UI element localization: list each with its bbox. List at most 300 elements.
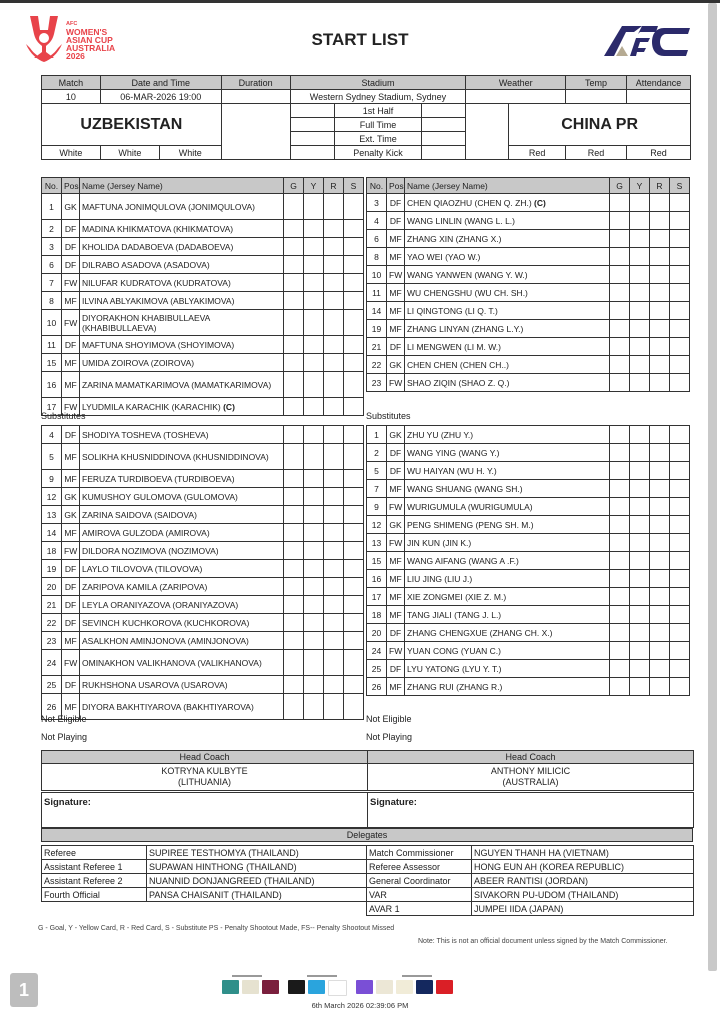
goal-cell[interactable]	[610, 516, 630, 534]
qatar-airways-logo	[262, 980, 279, 994]
red-card-cell[interactable]	[324, 488, 344, 506]
col-position-header: Pos	[62, 178, 80, 194]
substitution-cell[interactable]	[344, 444, 364, 470]
goal-cell[interactable]	[610, 426, 630, 444]
player-name: WURIGUMULA (WURIGUMULA)	[407, 501, 533, 512]
substitution-cell[interactable]	[344, 354, 364, 372]
player-name-cell	[80, 614, 284, 632]
yellow-card-cell[interactable]	[304, 596, 324, 614]
substitution-cell[interactable]	[670, 588, 690, 606]
goal-cell[interactable]	[284, 542, 304, 560]
delegate-row	[367, 846, 694, 860]
yellow-card-cell[interactable]	[630, 444, 650, 462]
substitution-cell[interactable]	[670, 534, 690, 552]
goal-cell[interactable]	[284, 274, 304, 292]
substitution-cell[interactable]	[670, 212, 690, 230]
yellow-card-cell[interactable]	[630, 302, 650, 320]
substitution-cell[interactable]	[344, 470, 364, 488]
player-name: ZHANG CHENGXUE (ZHANG CH. X.)	[407, 627, 553, 638]
yellow-card-cell[interactable]	[630, 338, 650, 356]
player-row	[367, 498, 690, 516]
red-card-cell[interactable]	[324, 650, 344, 676]
goal-cell[interactable]	[610, 588, 630, 606]
player-name: WANG LINLIN (WANG L. L.)	[407, 215, 515, 226]
red-card-cell[interactable]	[650, 516, 670, 534]
player-name: WU CHENGSHU (WU CH. SH.)	[407, 287, 528, 298]
red-card-cell[interactable]	[324, 292, 344, 310]
red-card-cell[interactable]	[650, 462, 670, 480]
goal-cell[interactable]	[284, 560, 304, 578]
player-number: 6	[367, 230, 387, 248]
red-card-cell[interactable]	[324, 542, 344, 560]
home-starters-table	[41, 177, 364, 416]
goal-cell[interactable]	[610, 444, 630, 462]
home-kit-socks: White	[159, 146, 221, 160]
substitution-cell[interactable]	[344, 274, 364, 292]
substitution-cell[interactable]	[670, 426, 690, 444]
red-card-cell[interactable]	[650, 302, 670, 320]
red-card-cell[interactable]	[650, 498, 670, 516]
substitution-cell[interactable]	[670, 516, 690, 534]
player-row	[367, 462, 690, 480]
goal-cell[interactable]	[284, 426, 304, 444]
goal-cell[interactable]	[284, 506, 304, 524]
substitution-cell[interactable]	[344, 560, 364, 578]
red-card-cell[interactable]	[324, 354, 344, 372]
yellow-card-cell[interactable]	[630, 570, 650, 588]
yellow-card-cell[interactable]	[630, 462, 650, 480]
player-name: SHAO ZIQIN (SHAO Z. Q.)	[407, 377, 510, 388]
yellow-card-cell[interactable]	[304, 488, 324, 506]
player-number: 19	[42, 560, 62, 578]
sponsor-7-logo	[356, 980, 373, 994]
player-number: 23	[367, 374, 387, 392]
player-number: 3	[367, 194, 387, 212]
yellow-card-cell[interactable]	[304, 560, 324, 578]
player-position: MF	[62, 694, 80, 720]
goal-cell[interactable]	[610, 660, 630, 678]
away-coach-name: ANTHONY MILICIC	[490, 766, 571, 776]
red-card-cell[interactable]	[324, 444, 344, 470]
player-number: 6	[42, 256, 62, 274]
red-card-cell[interactable]	[324, 560, 344, 578]
substitution-cell[interactable]	[670, 374, 690, 392]
substitution-cell[interactable]	[670, 624, 690, 642]
substitution-cell[interactable]	[344, 310, 364, 336]
red-card-cell[interactable]	[324, 336, 344, 354]
red-card-cell[interactable]	[650, 624, 670, 642]
player-position: GK	[387, 426, 405, 444]
red-card-cell[interactable]	[324, 398, 344, 416]
goal-cell[interactable]	[610, 480, 630, 498]
yellow-card-cell[interactable]	[630, 194, 650, 212]
red-card-cell[interactable]	[650, 588, 670, 606]
player-name: KUMUSHOY GULOMOVA (GULOMOVA)	[82, 491, 238, 502]
player-number: 1	[367, 426, 387, 444]
player-row	[367, 606, 690, 624]
substitution-cell[interactable]	[344, 632, 364, 650]
away-substitutes-label: Substitutes	[366, 411, 411, 421]
match-attendance	[626, 90, 690, 104]
player-name-cell	[80, 444, 284, 470]
red-card-cell[interactable]	[324, 632, 344, 650]
goal-cell[interactable]	[284, 632, 304, 650]
goal-cell[interactable]	[284, 336, 304, 354]
goal-cell[interactable]	[284, 372, 304, 398]
red-card-cell[interactable]	[650, 660, 670, 678]
yellow-card-cell[interactable]	[630, 230, 650, 248]
player-name-cell	[80, 274, 284, 292]
player-position: GK	[62, 506, 80, 524]
yellow-card-cell[interactable]	[304, 676, 324, 694]
substitution-cell[interactable]	[670, 356, 690, 374]
substitution-cell[interactable]	[670, 194, 690, 212]
yellow-card-cell[interactable]	[630, 588, 650, 606]
goal-cell[interactable]	[610, 678, 630, 696]
yellow-card-cell[interactable]	[304, 632, 324, 650]
red-card-cell[interactable]	[650, 374, 670, 392]
goal-cell[interactable]	[284, 524, 304, 542]
player-name: UMIDA ZOIROVA (ZOIROVA)	[82, 357, 195, 368]
player-name-cell	[405, 462, 610, 480]
yellow-card-cell[interactable]	[304, 310, 324, 336]
sponsor-2-logo	[242, 980, 259, 994]
match-weather	[466, 90, 566, 104]
player-position: FW	[387, 642, 405, 660]
red-card-cell[interactable]	[650, 338, 670, 356]
red-card-cell[interactable]	[650, 194, 670, 212]
yellow-card-cell[interactable]	[304, 398, 324, 416]
red-card-cell[interactable]	[650, 248, 670, 266]
delegate-role: Referee	[42, 846, 147, 860]
goal-cell[interactable]	[610, 194, 630, 212]
substitution-cell[interactable]	[344, 694, 364, 720]
delegate-role: VAR	[367, 888, 472, 902]
goal-cell[interactable]	[284, 694, 304, 720]
substitution-cell[interactable]	[344, 194, 364, 220]
captain-badge: (C)	[534, 197, 546, 208]
player-name: AMIROVA GULZODA (AMIROVA)	[82, 527, 210, 538]
red-card-cell[interactable]	[650, 606, 670, 624]
goal-cell[interactable]	[284, 310, 304, 336]
substitution-cell[interactable]	[670, 660, 690, 678]
yellow-card-cell[interactable]	[304, 292, 324, 310]
sponsor-8-logo	[376, 980, 393, 994]
substitution-cell[interactable]	[670, 320, 690, 338]
player-position: MF	[62, 632, 80, 650]
player-name: MAFTUNA JONIMQULOVA (JONIMQULOVA)	[82, 201, 256, 212]
yellow-card-cell[interactable]	[630, 266, 650, 284]
red-card-cell[interactable]	[650, 426, 670, 444]
yellow-card-cell[interactable]	[630, 248, 650, 266]
yellow-card-cell[interactable]	[630, 356, 650, 374]
player-name-cell	[405, 230, 610, 248]
delegate-row	[367, 888, 694, 902]
yellow-card-cell[interactable]	[304, 256, 324, 274]
yellow-card-cell[interactable]	[630, 606, 650, 624]
home-signature-field[interactable]: Signature:	[42, 793, 368, 828]
substitution-cell[interactable]	[344, 542, 364, 560]
substitution-cell[interactable]	[670, 462, 690, 480]
player-position: GK	[387, 516, 405, 534]
substitution-cell[interactable]	[344, 506, 364, 524]
red-card-cell[interactable]	[650, 642, 670, 660]
yellow-card-cell[interactable]	[304, 444, 324, 470]
yellow-card-cell[interactable]	[304, 524, 324, 542]
player-row	[367, 320, 690, 338]
goal-cell[interactable]	[610, 552, 630, 570]
goal-cell[interactable]	[610, 642, 630, 660]
yellow-card-cell[interactable]	[630, 498, 650, 516]
delegate-role: Assistant Referee 2	[42, 874, 147, 888]
red-card-cell[interactable]	[324, 426, 344, 444]
yellow-card-cell[interactable]	[630, 534, 650, 552]
substitution-cell[interactable]	[344, 256, 364, 274]
vertical-scrollbar[interactable]	[708, 3, 717, 971]
delegate-name: NUANNID DONJANGREED (THAILAND)	[147, 874, 367, 888]
red-card-cell[interactable]	[324, 694, 344, 720]
red-card-cell[interactable]	[650, 320, 670, 338]
player-row	[367, 660, 690, 678]
goal-cell[interactable]	[284, 194, 304, 220]
player-position: MF	[387, 320, 405, 338]
goal-cell[interactable]	[610, 320, 630, 338]
red-card-cell[interactable]	[650, 230, 670, 248]
player-name: YAO WEI (YAO W.)	[407, 251, 481, 262]
red-card-cell[interactable]	[324, 238, 344, 256]
yellow-card-cell[interactable]	[304, 470, 324, 488]
red-card-cell[interactable]	[324, 524, 344, 542]
substitution-cell[interactable]	[344, 238, 364, 256]
red-card-cell[interactable]	[650, 212, 670, 230]
red-card-cell[interactable]	[324, 310, 344, 336]
yellow-card-cell[interactable]	[630, 642, 650, 660]
red-card-cell[interactable]	[650, 444, 670, 462]
yellow-card-cell[interactable]	[304, 220, 324, 238]
yellow-card-cell[interactable]	[304, 578, 324, 596]
delegate-row	[42, 874, 367, 888]
goal-cell[interactable]	[610, 266, 630, 284]
red-card-cell[interactable]	[650, 678, 670, 696]
yellow-card-cell[interactable]	[304, 372, 324, 398]
mcdonalds-logo	[436, 980, 453, 994]
yellow-card-cell[interactable]	[630, 516, 650, 534]
red-card-cell[interactable]	[650, 356, 670, 374]
goal-cell[interactable]	[284, 292, 304, 310]
red-card-cell[interactable]	[650, 570, 670, 588]
match-temp	[566, 90, 627, 104]
red-card-cell[interactable]	[324, 506, 344, 524]
player-name-cell	[80, 542, 284, 560]
yellow-card-cell[interactable]	[304, 506, 324, 524]
goal-cell[interactable]	[284, 470, 304, 488]
player-row	[367, 444, 690, 462]
yellow-card-cell[interactable]	[304, 274, 324, 292]
red-card-cell[interactable]	[324, 194, 344, 220]
substitution-cell[interactable]	[670, 606, 690, 624]
home-period-score	[290, 104, 334, 118]
substitution-cell[interactable]	[344, 220, 364, 238]
substitution-cell[interactable]	[670, 678, 690, 696]
substitution-cell[interactable]	[670, 498, 690, 516]
red-card-cell[interactable]	[324, 220, 344, 238]
player-number: 8	[42, 292, 62, 310]
header-weather: Weather	[466, 76, 566, 90]
substitution-cell[interactable]	[344, 488, 364, 506]
yellow-card-cell[interactable]	[304, 542, 324, 560]
away-period-score	[422, 104, 466, 118]
goal-cell[interactable]	[284, 256, 304, 274]
red-card-cell[interactable]	[650, 480, 670, 498]
goal-cell[interactable]	[284, 398, 304, 416]
yellow-card-cell[interactable]	[304, 238, 324, 256]
goal-cell[interactable]	[284, 444, 304, 470]
red-card-cell[interactable]	[650, 534, 670, 552]
substitution-cell[interactable]	[344, 372, 364, 398]
yellow-card-cell[interactable]	[304, 694, 324, 720]
substitution-cell[interactable]	[670, 266, 690, 284]
red-card-cell[interactable]	[324, 256, 344, 274]
yellow-card-cell[interactable]	[630, 426, 650, 444]
delegate-name: SUPIREE TESTHOMYA (THAILAND)	[147, 846, 367, 860]
red-card-cell[interactable]	[324, 596, 344, 614]
yellow-card-cell[interactable]	[630, 480, 650, 498]
red-card-cell[interactable]	[324, 614, 344, 632]
home-substitutes-table	[41, 425, 364, 720]
goal-cell[interactable]	[284, 488, 304, 506]
red-card-cell[interactable]	[650, 284, 670, 302]
delegates-right-table	[366, 845, 694, 916]
substitution-cell[interactable]	[344, 524, 364, 542]
away-kit-shirt: Red	[509, 146, 566, 160]
delegate-role: Fourth Official	[42, 888, 147, 902]
player-position: MF	[62, 354, 80, 372]
player-row	[367, 570, 690, 588]
yellow-card-cell[interactable]	[630, 660, 650, 678]
away-signature-field[interactable]: Signature:	[368, 793, 694, 828]
goal-cell[interactable]	[284, 650, 304, 676]
goal-cell[interactable]	[284, 354, 304, 372]
substitution-cell[interactable]	[670, 302, 690, 320]
red-card-cell[interactable]	[324, 372, 344, 398]
substitution-cell[interactable]	[344, 614, 364, 632]
goal-cell[interactable]	[610, 356, 630, 374]
player-row	[42, 694, 364, 720]
yellow-card-cell[interactable]	[630, 624, 650, 642]
goal-cell[interactable]	[610, 284, 630, 302]
goal-cell[interactable]	[284, 676, 304, 694]
player-number: 3	[42, 238, 62, 256]
red-card-cell[interactable]	[650, 266, 670, 284]
goal-cell[interactable]	[610, 462, 630, 480]
red-card-cell[interactable]	[324, 470, 344, 488]
goal-cell[interactable]	[284, 220, 304, 238]
substitution-cell[interactable]	[670, 480, 690, 498]
yellow-card-cell[interactable]	[630, 212, 650, 230]
home-not-eligible-label: Not Eligible	[41, 714, 87, 724]
player-name: WANG SHUANG (WANG SH.)	[407, 483, 523, 494]
goal-cell[interactable]	[610, 338, 630, 356]
substitution-cell[interactable]	[344, 578, 364, 596]
player-row	[367, 552, 690, 570]
player-position: MF	[387, 284, 405, 302]
substitution-cell[interactable]	[344, 426, 364, 444]
yellow-card-cell[interactable]	[630, 678, 650, 696]
player-row	[367, 516, 690, 534]
yellow-card-cell[interactable]	[630, 284, 650, 302]
player-name-cell	[80, 578, 284, 596]
substitution-cell[interactable]	[344, 596, 364, 614]
substitution-cell[interactable]	[670, 248, 690, 266]
goal-cell[interactable]	[610, 230, 630, 248]
yellow-card-cell[interactable]	[630, 552, 650, 570]
player-name-cell	[405, 248, 610, 266]
goal-cell[interactable]	[610, 606, 630, 624]
goal-cell[interactable]	[284, 614, 304, 632]
yellow-card-cell[interactable]	[630, 374, 650, 392]
goal-cell[interactable]	[610, 624, 630, 642]
goal-cell[interactable]	[610, 302, 630, 320]
goal-cell[interactable]	[284, 238, 304, 256]
goal-cell[interactable]	[610, 374, 630, 392]
substitution-cell[interactable]	[670, 284, 690, 302]
substitution-cell[interactable]	[670, 552, 690, 570]
yellow-card-cell[interactable]	[304, 614, 324, 632]
sponsor-group-gap	[282, 980, 285, 996]
player-number: 8	[367, 248, 387, 266]
player-number: 24	[367, 642, 387, 660]
substitution-cell[interactable]	[670, 230, 690, 248]
window-top-bar	[0, 0, 720, 3]
substitution-cell[interactable]	[344, 676, 364, 694]
substitution-cell[interactable]	[670, 570, 690, 588]
goal-cell[interactable]	[610, 534, 630, 552]
goal-cell[interactable]	[610, 212, 630, 230]
red-card-cell[interactable]	[324, 274, 344, 292]
substitution-cell[interactable]	[670, 338, 690, 356]
player-name-cell	[80, 292, 284, 310]
substitution-cell[interactable]	[344, 336, 364, 354]
goal-cell[interactable]	[610, 570, 630, 588]
yellow-card-cell[interactable]	[304, 194, 324, 220]
substitution-cell[interactable]	[344, 650, 364, 676]
yellow-card-cell[interactable]	[304, 336, 324, 354]
page-number-button[interactable]: 1	[10, 973, 38, 1007]
goal-cell[interactable]	[610, 498, 630, 516]
player-row	[367, 480, 690, 498]
red-card-cell[interactable]	[324, 578, 344, 596]
yellow-card-cell[interactable]	[304, 354, 324, 372]
home-kit-shirt: White	[42, 146, 101, 160]
player-name-cell	[80, 524, 284, 542]
red-card-cell[interactable]	[650, 552, 670, 570]
player-row	[42, 578, 364, 596]
afc-logo	[600, 20, 695, 60]
red-card-cell[interactable]	[324, 676, 344, 694]
goal-cell[interactable]	[284, 596, 304, 614]
substitution-cell[interactable]	[344, 292, 364, 310]
yellow-card-cell[interactable]	[630, 320, 650, 338]
substitution-cell[interactable]	[344, 398, 364, 416]
yellow-card-cell[interactable]	[304, 650, 324, 676]
player-number: 1	[42, 194, 62, 220]
goal-cell[interactable]	[610, 248, 630, 266]
substitution-cell[interactable]	[670, 642, 690, 660]
yellow-card-cell[interactable]	[304, 426, 324, 444]
player-row	[367, 266, 690, 284]
substitution-cell[interactable]	[670, 444, 690, 462]
goal-cell[interactable]	[284, 578, 304, 596]
